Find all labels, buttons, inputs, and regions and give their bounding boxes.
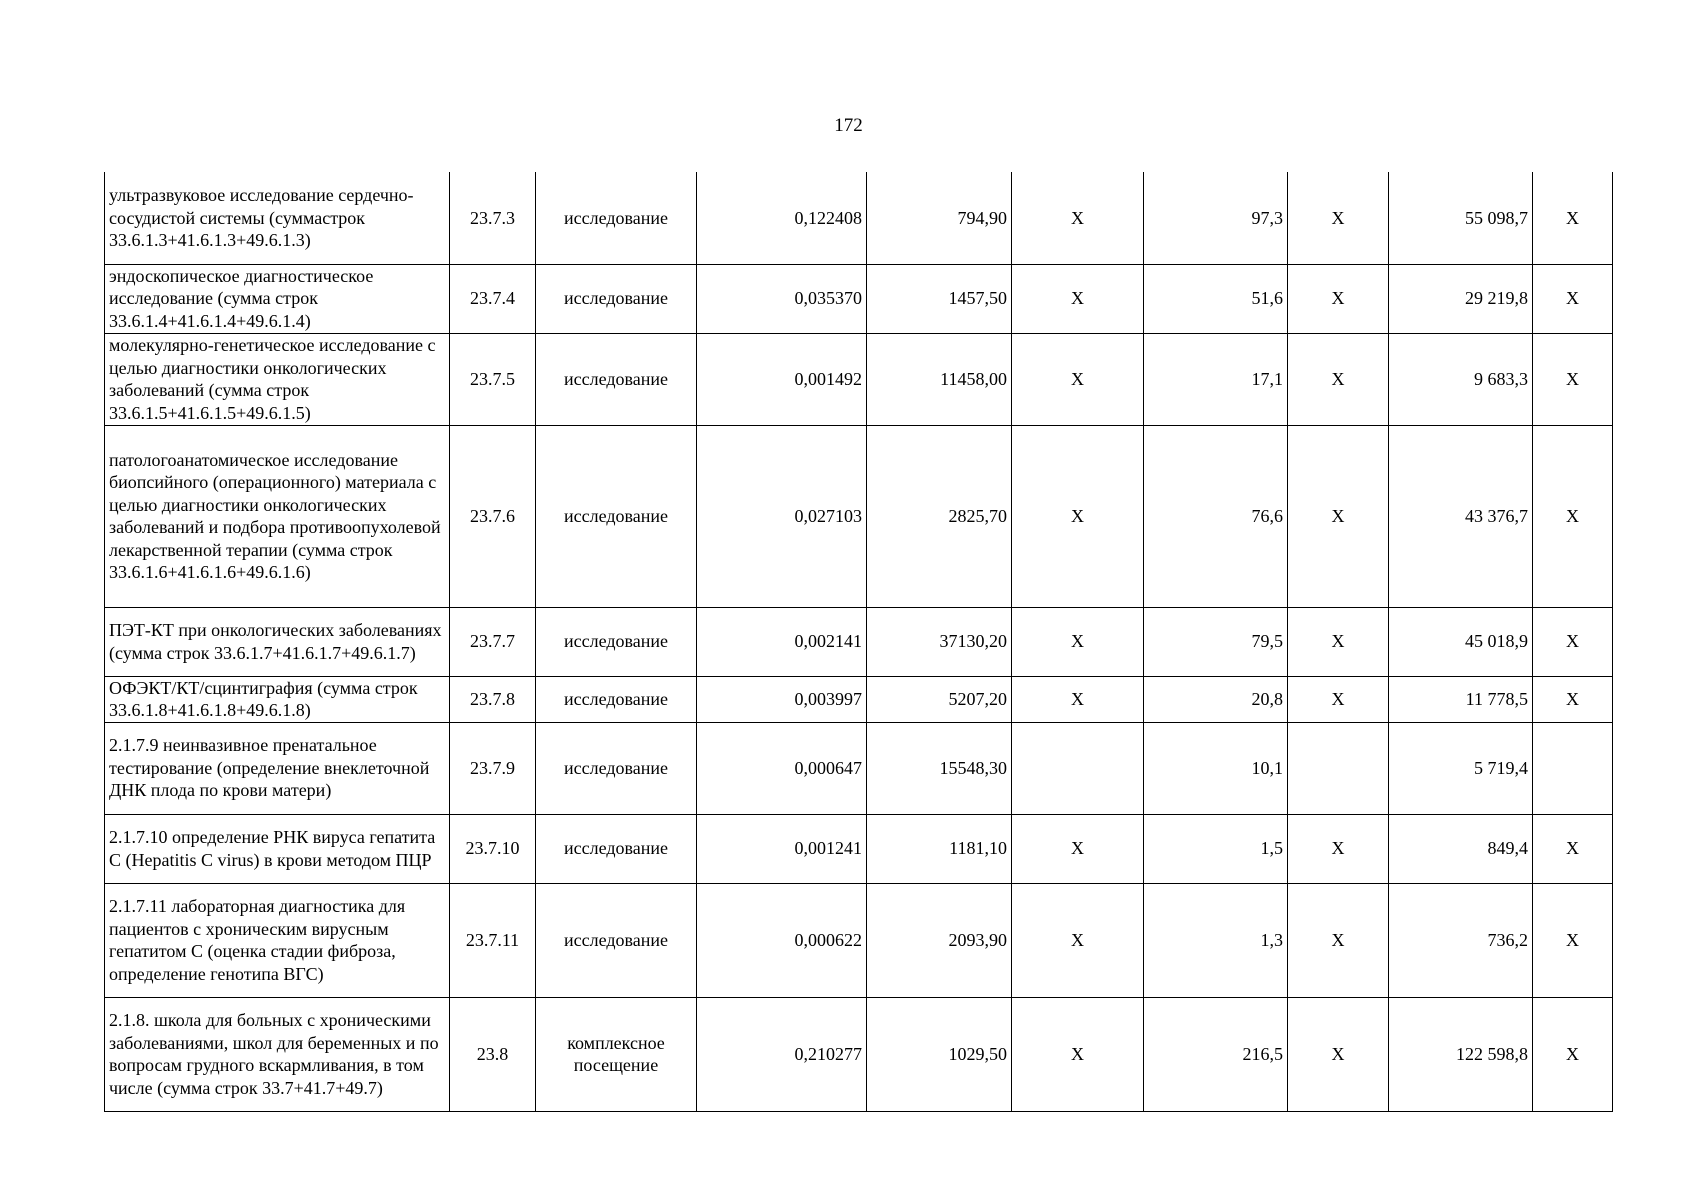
row-value-c7: 10,1: [1144, 722, 1288, 814]
row-value-c9: 29 219,8: [1389, 264, 1533, 333]
table-body: [105, 172, 1613, 1111]
row-value-c8: Х: [1288, 883, 1389, 997]
row-code: 23.7.4: [450, 264, 536, 333]
table-row: [105, 425, 1613, 607]
row-value-c9: 849,4: [1389, 814, 1533, 883]
row-value-c10: Х: [1533, 676, 1613, 722]
row-value-c7: 216,5: [1144, 997, 1288, 1111]
row-value-c8: Х: [1288, 264, 1389, 333]
row-unit: исследование: [536, 814, 697, 883]
row-value-c9: 5 719,4: [1389, 722, 1533, 814]
row-value-c6: Х: [1012, 264, 1144, 333]
row-value-c5: 11458,00: [867, 333, 1012, 425]
page-number: 172: [834, 115, 863, 136]
row-value-c4: 0,002141: [697, 607, 867, 676]
row-value-c5: 2825,70: [867, 425, 1012, 607]
row-value-c5: 1029,50: [867, 997, 1012, 1111]
row-value-c8: [1288, 722, 1389, 814]
row-value-c6: Х: [1012, 425, 1144, 607]
row-value-c5: 37130,20: [867, 607, 1012, 676]
row-code: 23.7.10: [450, 814, 536, 883]
row-value-c10: Х: [1533, 333, 1613, 425]
table-row: [105, 172, 1613, 264]
row-name: молекулярно-генетическое исследование с целью диагностики онкологических заболеваний (сумма строк 33.6.1.5+41.6.1.5+49.6.1.5): [105, 333, 450, 425]
row-value-c9: 9 683,3: [1389, 333, 1533, 425]
row-code: 23.7.9: [450, 722, 536, 814]
row-value-c8: Х: [1288, 607, 1389, 676]
row-value-c9: 122 598,8: [1389, 997, 1533, 1111]
row-value-c9: 43 376,7: [1389, 425, 1533, 607]
row-value-c10: [1533, 722, 1613, 814]
row-value-c10: Х: [1533, 425, 1613, 607]
row-name: ПЭТ-КТ при онкологических заболеваниях (сумма строк 33.6.1.7+41.6.1.7+49.6.1.7): [105, 607, 450, 676]
row-name: патологоанатомическое исследование биопсийного (операционного) материала с целью диагностики онкологических заболеваний и подбора противоопухолевой лекарственной терапии (сумма строк 33.6.1.6+41.6.1.6+49.6.1.6): [105, 425, 450, 607]
row-value-c4: 0,001492: [697, 333, 867, 425]
row-value-c8: Х: [1288, 814, 1389, 883]
row-code: 23.7.7: [450, 607, 536, 676]
row-value-c4: 0,001241: [697, 814, 867, 883]
row-unit: исследование: [536, 883, 697, 997]
row-value-c10: Х: [1533, 172, 1613, 264]
row-value-c6: Х: [1012, 676, 1144, 722]
row-value-c6: [1012, 722, 1144, 814]
row-value-c5: 794,90: [867, 172, 1012, 264]
row-name: 2.1.7.11 лабораторная диагностика для пациентов с хроническим вирусным гепатитом С (оценка стадии фиброза, определение генотипа ВГС): [105, 883, 450, 997]
table-row: [105, 264, 1613, 333]
row-value-c4: 0,122408: [697, 172, 867, 264]
row-value-c5: 15548,30: [867, 722, 1012, 814]
row-value-c7: 20,8: [1144, 676, 1288, 722]
row-value-c7: 76,6: [1144, 425, 1288, 607]
row-value-c8: Х: [1288, 425, 1389, 607]
row-value-c4: 0,027103: [697, 425, 867, 607]
row-name: ультразвуковое исследование сердечно-сосудистой системы (суммастрок 33.6.1.3+41.6.1.3+49.6.1.3): [105, 172, 450, 264]
row-unit: исследование: [536, 425, 697, 607]
row-code: 23.7.5: [450, 333, 536, 425]
row-value-c4: 0,003997: [697, 676, 867, 722]
row-unit: исследование: [536, 607, 697, 676]
table-row: [105, 722, 1613, 814]
row-value-c4: 0,000622: [697, 883, 867, 997]
row-name: 2.1.7.9 неинвазивное пренатальное тестирование (определение внеклеточной ДНК плода по крови матери): [105, 722, 450, 814]
row-value-c8: Х: [1288, 172, 1389, 264]
row-value-c4: 0,035370: [697, 264, 867, 333]
row-value-c7: 1,5: [1144, 814, 1288, 883]
row-code: 23.8: [450, 997, 536, 1111]
row-value-c7: 79,5: [1144, 607, 1288, 676]
row-value-c10: Х: [1533, 997, 1613, 1111]
row-value-c7: 17,1: [1144, 333, 1288, 425]
row-value-c6: Х: [1012, 814, 1144, 883]
row-name: ОФЭКТ/КТ/сцинтиграфия (сумма строк 33.6.1.8+41.6.1.8+49.6.1.8): [105, 676, 450, 722]
row-value-c6: Х: [1012, 333, 1144, 425]
row-unit: исследование: [536, 676, 697, 722]
table-row: [105, 883, 1613, 997]
row-value-c10: Х: [1533, 883, 1613, 997]
row-name: эндоскопическое диагностическое исследование (сумма строк 33.6.1.4+41.6.1.4+49.6.1.4): [105, 264, 450, 333]
row-value-c6: Х: [1012, 172, 1144, 264]
tariff-table: [104, 172, 1613, 1112]
table-row: [105, 814, 1613, 883]
row-value-c7: 51,6: [1144, 264, 1288, 333]
row-value-c5: 1457,50: [867, 264, 1012, 333]
row-value-c6: Х: [1012, 997, 1144, 1111]
row-value-c4: 0,210277: [697, 997, 867, 1111]
row-value-c9: 45 018,9: [1389, 607, 1533, 676]
row-value-c6: Х: [1012, 883, 1144, 997]
row-value-c10: Х: [1533, 607, 1613, 676]
row-unit: исследование: [536, 333, 697, 425]
row-value-c7: 1,3: [1144, 883, 1288, 997]
row-value-c8: Х: [1288, 333, 1389, 425]
row-value-c4: 0,000647: [697, 722, 867, 814]
row-value-c5: 5207,20: [867, 676, 1012, 722]
row-unit: исследование: [536, 722, 697, 814]
row-value-c8: Х: [1288, 997, 1389, 1111]
row-value-c9: 11 778,5: [1389, 676, 1533, 722]
row-unit: комплексное посещение: [536, 997, 697, 1111]
row-value-c9: 736,2: [1389, 883, 1533, 997]
table-row: [105, 676, 1613, 722]
row-value-c5: 2093,90: [867, 883, 1012, 997]
row-value-c8: Х: [1288, 676, 1389, 722]
row-name: 2.1.8. школа для больных с хроническими заболеваниями, школ для беременных и по вопросам грудного вскармливания, в том числе (сумма строк 33.7+41.7+49.7): [105, 997, 450, 1111]
row-value-c6: Х: [1012, 607, 1144, 676]
row-unit: исследование: [536, 172, 697, 264]
row-code: 23.7.11: [450, 883, 536, 997]
row-name: 2.1.7.10 определение РНК вируса гепатита С (Hepatitis С virus) в крови методом ПЦР: [105, 814, 450, 883]
row-value-c10: Х: [1533, 264, 1613, 333]
row-value-c7: 97,3: [1144, 172, 1288, 264]
table-row: [105, 607, 1613, 676]
row-value-c9: 55 098,7: [1389, 172, 1533, 264]
table-row: [105, 333, 1613, 425]
row-code: 23.7.8: [450, 676, 536, 722]
row-code: 23.7.3: [450, 172, 536, 264]
row-unit: исследование: [536, 264, 697, 333]
row-value-c5: 1181,10: [867, 814, 1012, 883]
row-code: 23.7.6: [450, 425, 536, 607]
row-value-c10: Х: [1533, 814, 1613, 883]
table-row: [105, 997, 1613, 1111]
